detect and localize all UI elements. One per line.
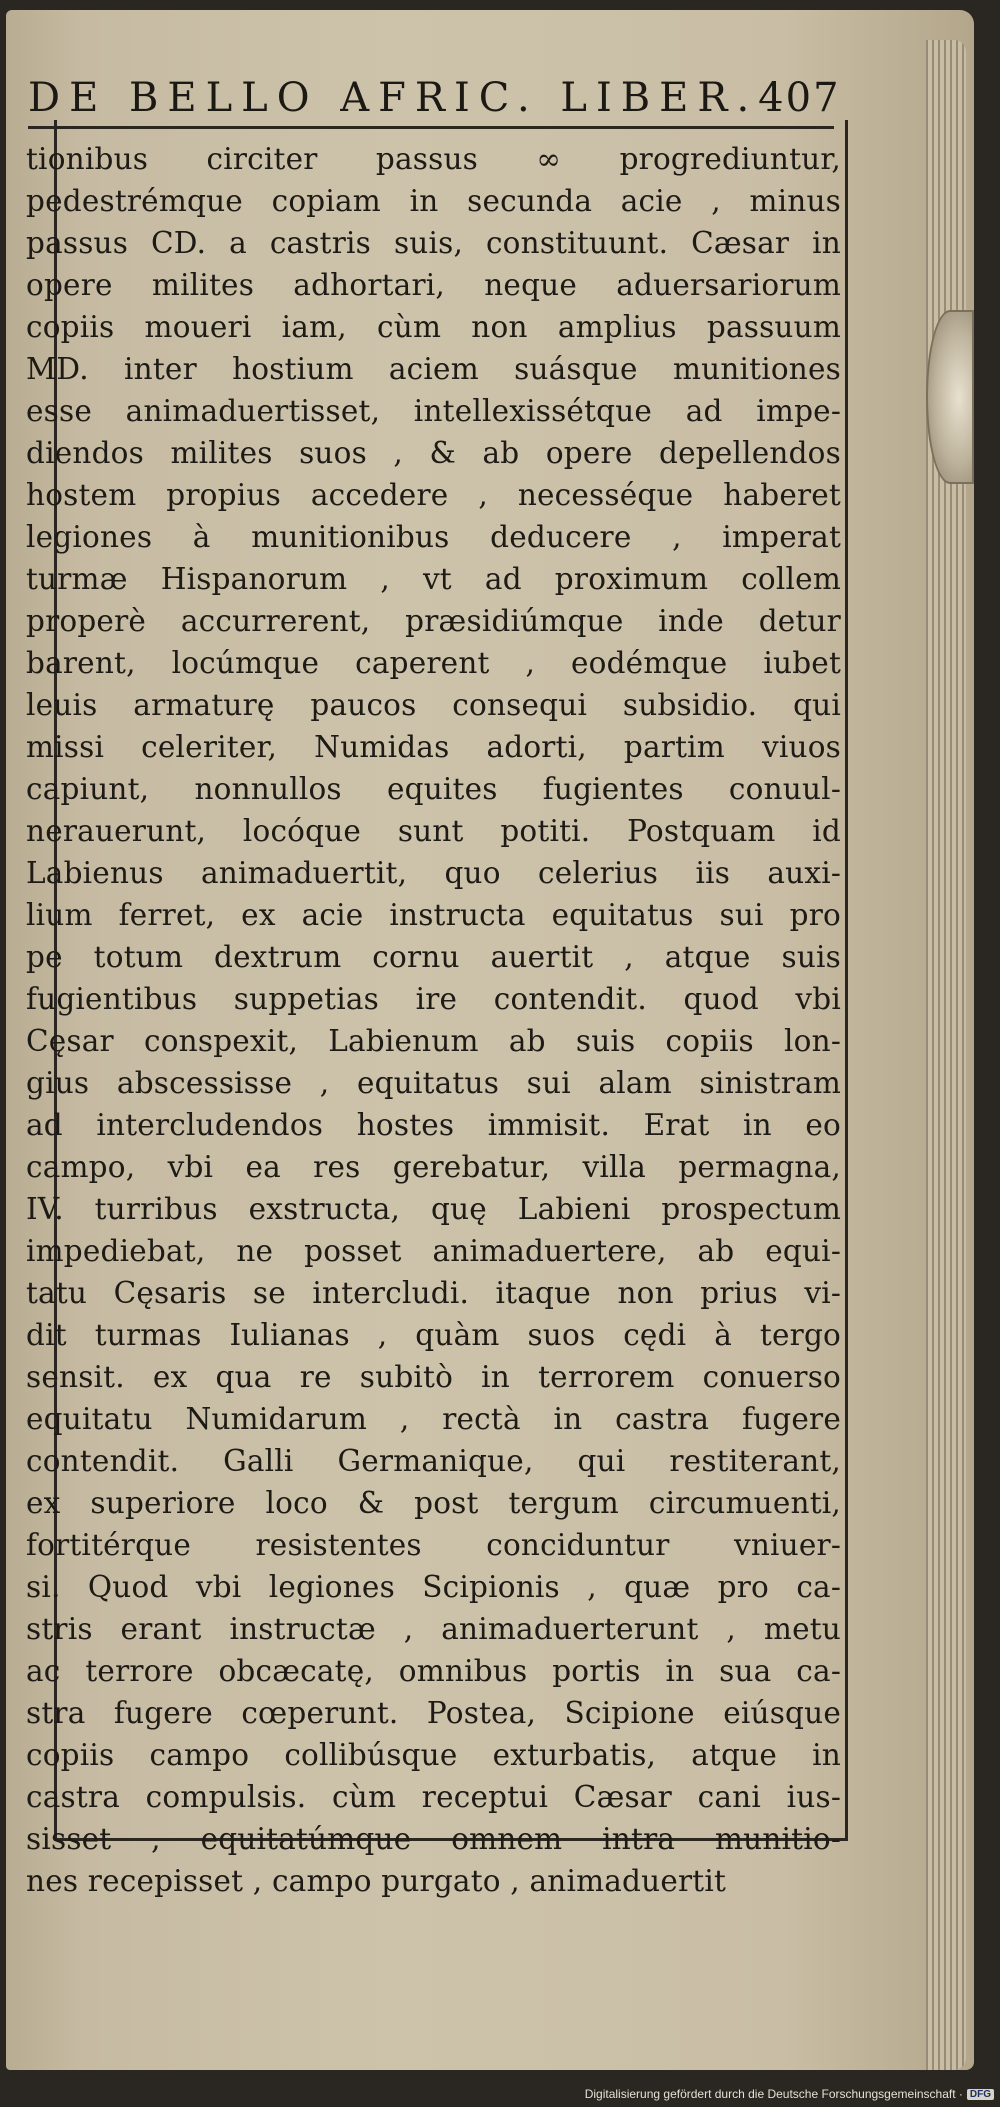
text-line: pedestrémque copiam in secunda acie , minus xyxy=(26,184,841,218)
running-title: DE BELLO AFRIC. LIBER. xyxy=(28,75,759,121)
text-line: tionibus circiter passus ∞ progrediuntur, xyxy=(26,142,841,176)
text-line: contendit. Galli Germanique, qui restiterant, xyxy=(26,1444,841,1478)
text-line: castra compulsis. cùm receptui Cæsar cani ius- xyxy=(26,1780,841,1814)
body-text xyxy=(26,138,841,1902)
text-line: opere milites adhortari, neque aduersariorum xyxy=(26,268,841,302)
text-line: capiunt, nonnullos equites fugientes conuul- xyxy=(26,772,841,806)
text-line: stra fugere cœperunt. Postea, Scipione eiúsque xyxy=(26,1696,841,1730)
text-line: missi celeriter, Numidas adorti, partim viuos xyxy=(26,730,841,764)
text-line: sensit. ex qua re subitò in terrorem conuerso xyxy=(26,1360,841,1394)
digitization-credit xyxy=(585,2087,994,2101)
text-line: Cęsar conspexit, Labienum ab suis copiis lon- xyxy=(26,1024,841,1058)
text-line: campo, vbi ea res gerebatur, villa permagna, xyxy=(26,1150,841,1184)
text-line: ex superiore loco & post tergum circumuenti, xyxy=(26,1486,841,1520)
text-line: nerauerunt, locóque sunt potiti. Postquam id xyxy=(26,814,841,848)
text-line: properè accurrerent, præsidiúmque inde detur xyxy=(26,604,841,638)
book-clasp xyxy=(926,310,974,484)
text-line: equitatu Numidarum , rectà in castra fugere xyxy=(26,1402,841,1436)
text-line: pe totum dextrum cornu auertit , atque suis xyxy=(26,940,841,974)
text-line: hostem propius accedere , necesséque haberet xyxy=(26,478,841,512)
text-line: lium ferret, ex acie instructa equitatus sui pro xyxy=(26,898,841,932)
page-header xyxy=(28,70,841,129)
text-line: copiis campo collibúsque exturbatis, atque in xyxy=(26,1738,841,1772)
text-line: turmæ Hispanorum , vt ad proximum collem xyxy=(26,562,841,596)
text-line: legiones à munitionibus deducere , imperat xyxy=(26,520,841,554)
text-line: ad intercludendos hostes immisit. Erat in eo xyxy=(26,1108,841,1142)
text-line: MD. inter hostium aciem suásque munitiones xyxy=(26,352,841,386)
text-line: nes recepisset , campo purgato , animaduertit xyxy=(26,1864,727,1898)
text-line: tatu Cęsaris se intercludi. itaque non prius vi- xyxy=(26,1276,841,1310)
text-line: stris erant instructæ , animaduerterunt , metu xyxy=(26,1612,841,1646)
text-line: passus CD. a castris suis, constituunt. Cæsar in xyxy=(26,226,841,260)
text-line: barent, locúmque caperent , eodémque iubet xyxy=(26,646,841,680)
text-line: si. Quod vbi legiones Scipionis , quæ pro ca- xyxy=(26,1570,841,1604)
credit-text: Digitalisierung gefördert durch die Deutsche Forschungsgemeinschaft · xyxy=(584,2087,963,2101)
text-line: copiis moueri iam, cùm non amplius passuum xyxy=(26,310,841,344)
text-line: ac terrore obcæcatę, omnibus portis in sua ca- xyxy=(26,1654,841,1688)
page-number: 407 xyxy=(758,75,841,121)
dfg-logo: DFG xyxy=(967,2089,994,2100)
text-line: Labienus animaduertit, quo celerius iis auxi- xyxy=(26,856,841,890)
text-line: diendos milites suos , & ab opere depellendos xyxy=(26,436,841,470)
text-line: esse animaduertisset, intellexissétque ad impe- xyxy=(26,394,841,428)
text-line: impediebat, ne posset animaduertere, ab equi- xyxy=(26,1234,841,1268)
text-line: sisset , equitatúmque omnem intra munitio- xyxy=(26,1822,841,1856)
text-line: dit turmas Iulianas , quàm suos cędi à tergo xyxy=(26,1318,841,1352)
text-line: gius abscessisse , equitatus sui alam sinistram xyxy=(26,1066,841,1100)
text-line: fortitérque resistentes conciduntur vniuer- xyxy=(26,1528,841,1562)
text-line: IV. turribus exstructa, quę Labieni prospectum xyxy=(26,1192,841,1226)
book-page xyxy=(6,10,974,2070)
text-line: leuis armaturę paucos consequi subsidio. qui xyxy=(26,688,841,722)
text-line: fugientibus suppetias ire contendit. quod vbi xyxy=(26,982,841,1016)
